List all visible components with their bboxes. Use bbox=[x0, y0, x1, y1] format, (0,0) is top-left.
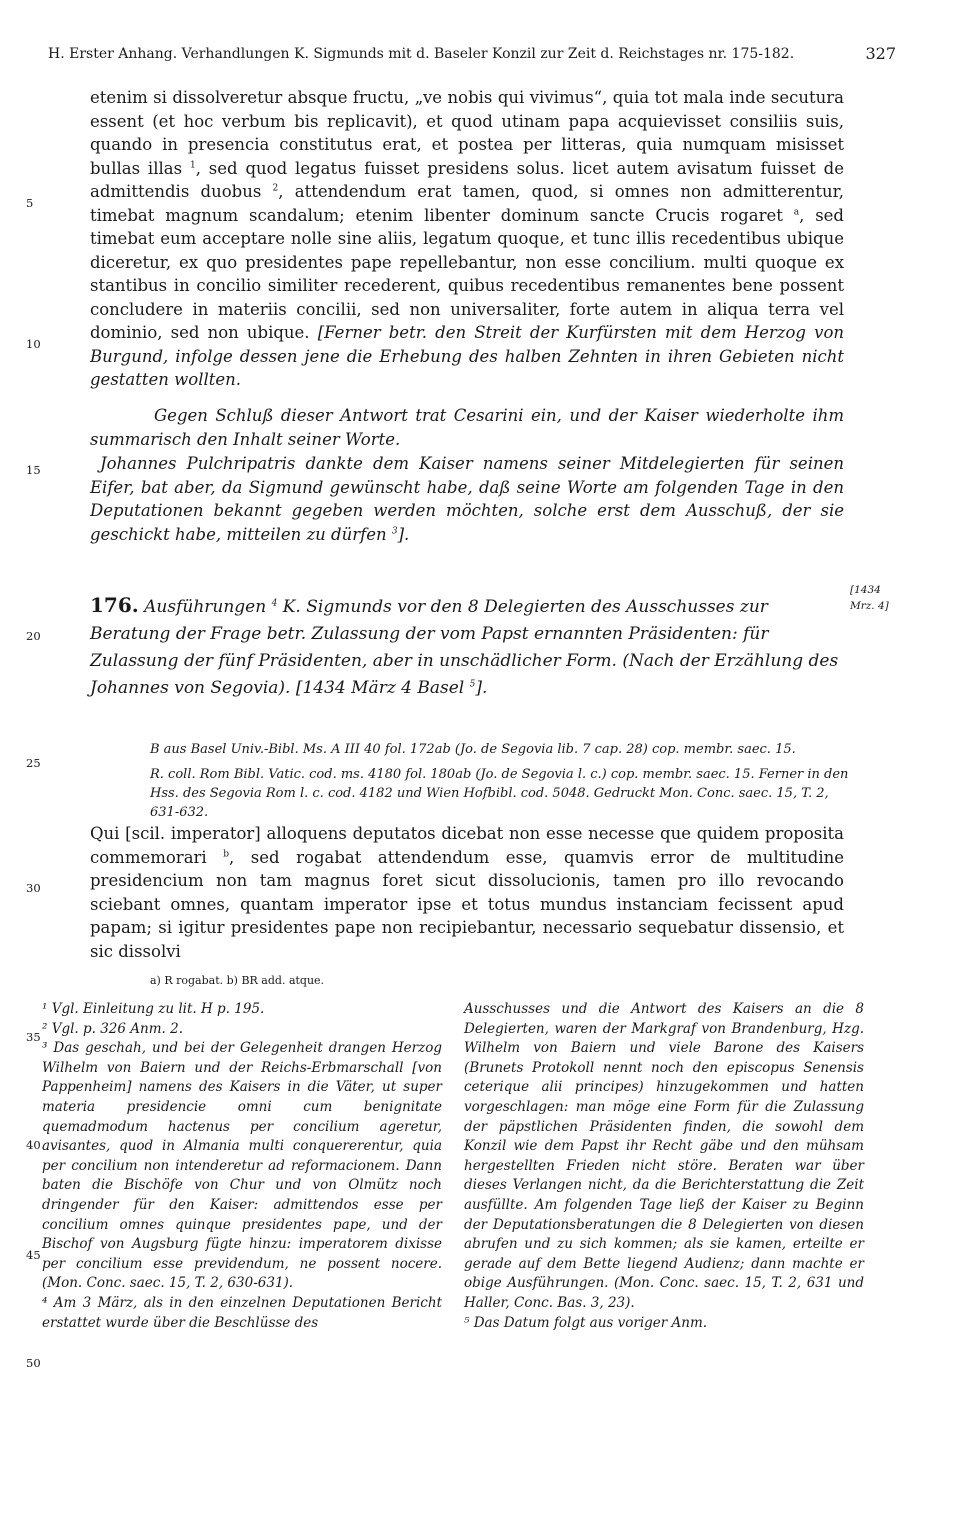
line-number: 20 bbox=[26, 629, 41, 643]
variant-ref: b bbox=[223, 849, 230, 859]
page-number: 327 bbox=[865, 44, 896, 63]
footnote: ⁵ Das Datum folgt aus voriger Anm. bbox=[464, 1314, 708, 1331]
footnote: ¹ Vgl. Einleitung zu lit. H p. 195. bbox=[42, 1001, 265, 1017]
source-entry: R. coll. Rom Bibl. Vatic. cod. ms. 4180 fol. 180ab (Jo. de Segovia l. c.) cop. membr. saec. 15. Ferner in den Hss. des Segovia Rom l. c. cod. 4182 und Wien Hofbibl. cod. 5048. Gedruckt Mon. Conc. saec. 15, T. 2, 631-632. bbox=[150, 767, 849, 820]
footnote-ref: 3 bbox=[391, 526, 398, 536]
text-span: ]. bbox=[397, 524, 410, 544]
editorial-paragraph: Gegen Schluß dieser Antwort trat Cesarini ein, und der Kaiser wiederholte ihm summarisch den Inhalt seiner Worte. bbox=[90, 406, 844, 449]
footnote: ³ Das geschah, und bei der Gelegenheit drangen Herzog Wilhelm von Baiern und der Reichs-Erbmarschall [von Pappenheim] namens des Kaisers in die Väter, ut super materia presidencie omni cum benignitate quemadmodum hactenus per concilium ageretur, avisantes, quod in Almania multi conquererentur, quia per concilium non intenderetur ad reformacionem. Dann baten die Bischöfe von Chur und von Olmütz noch dringender für den Kaiser: admittendos esse per concilium omnes quinque presidentes pape, und der Bischof von Augsburg fügte hinzu: imperatorem dixisse per concilium esse previdendum, ne possent nocere. (Mon. Conc. saec. 15, T. 2, 630-631). bbox=[42, 1040, 442, 1292]
source-entry: B aus Basel Univ.-Bibl. Ms. A III 40 fol. 172ab (Jo. de Segovia lib. 7 cap. 28) cop. membr. saec. 15. bbox=[150, 742, 796, 757]
text-span: Ausführungen bbox=[138, 597, 272, 617]
footnote-ref: 4 bbox=[271, 598, 278, 609]
main-paragraph bbox=[90, 86, 844, 392]
line-number: 30 bbox=[26, 881, 41, 895]
margin-date bbox=[850, 582, 910, 614]
line-number: 45 bbox=[26, 1248, 41, 1262]
line-number: 10 bbox=[26, 337, 41, 351]
text-span: Qui [scil. imperator] alloquens deputatos dicebat non esse necesse que quidem proposita commemorari bbox=[90, 824, 844, 867]
footnote: Ausschusses und die Antwort des Kaisers an die 8 Delegierten, waren der Markgraf von Brandenburg, Hzg. Wilhelm von Baiern und viele Barone des Kaisers (Brunets Protokoll nennt noch den episcopus Senensis ceterique alii principes) hinzugekommen und hatten vorgeschlagen: man möge eine Form für die Zulassung der päpstlichen Präsidenten finden, die sowohl dem Konzil wie dem Papst ihr Recht gäbe und den mühsam hergestellten Frieden nicht störe. Beraten war über dieses Verlangen nicht, da die Berichterstattung die Zeit ausfüllte. Am folgenden Tage ließ der Kaiser zu Beginn der Deputationsberatungen die 8 Delegierten von diesen abrufen und zu sich kommen; als sie kamen, erteilte er gerade auf dem Bette liegend Audienz; dann machte er obige Ausführungen. (Mon. Conc. saec. 15, T. 2, 631 und Haller, Conc. Bas. 3, 23). bbox=[464, 1001, 864, 1311]
footnotes-right-column bbox=[464, 1000, 864, 1333]
main-paragraph bbox=[90, 822, 844, 963]
footnote-ref: 2 bbox=[272, 183, 279, 194]
text-span: etenim si dissolveretur absque fructu, „ve nobis qui vivimus“, quia tot mala inde secutura essent (et hoc verbum bis replicavit), et quod utinam papa acquievisset consiliis suis, quando in presencia constitutus erat, et postea per litteras, quia numquam misisset bullas illas bbox=[90, 88, 844, 178]
text-span: , sed timebat eum acceptare nolle sine aliis, legatum quoque, et tunc illis recedentibus ubique diceretur, ex quo presidentes pape repellebantur, non esse concilium. multi quoque ex stantibus in concilio similiter recederent, quibus recedentibus remanentes bene possent concludere in materiis concilii, sed non universaliter, forte autem in aliqua terra vel dominio, sed non ubique. bbox=[90, 205, 844, 342]
margin-date-day: Mrz. 4] bbox=[850, 600, 889, 612]
footnotes-left-column bbox=[42, 1000, 442, 1333]
text-span: K. Sigmunds vor den 8 Delegierten des Ausschusses zur Beratung der Frage betr. Zulassung der vom Papst ernannten Präsidenten: für Zulassung der fünf Präsidenten, aber in unschädlicher Form. (Nach der Erzählung des Johannes von Segovia). [1434 März 4 Basel bbox=[90, 597, 839, 698]
margin-date-year: [1434 bbox=[850, 584, 881, 596]
text-span: , sed quod legatus fuisset presidens solus. licet autem avisatum fuisset de admittendis duobus bbox=[90, 158, 844, 201]
text-span: , sed rogabat attendendum esse, quamvis error de multitudine presidencium non tam magnus foret sicut dissolucionis, tamen pro illo revocando sciebant omnes, quantam imperator ipse et totus mundus instanciam fecissent apud papam; si igitur presidentes pape non recipiebantur, necessario sequebatur dissensio, et sic dissolvi bbox=[90, 847, 844, 961]
running-title: H. Erster Anhang. Verhandlungen K. Sigmunds mit d. Baseler Konzil zur Zeit d. Reichstages nr. 175-182. bbox=[48, 46, 795, 62]
footnote-ref: 1 bbox=[189, 160, 196, 170]
text-span: , attendendum erat tamen, quod, si omnes non admitterentur, timebat magnum scandalum; etenim libenter dominum sancte Crucis rogaret bbox=[90, 182, 844, 225]
footnote: ² Vgl. p. 326 Anm. 2. bbox=[42, 1020, 183, 1037]
footnote-ref: 5 bbox=[469, 679, 476, 690]
section-number: 176. bbox=[90, 593, 139, 617]
text-span: Johannes Pulchripatris dankte dem Kaiser namens seiner Mitdelegierten für seinen Eifer, bat aber, da Sigmund gewünscht habe, daß seine Worte am folgenden Tage in den Deputationen bekannt gegeben werden möchten, solche erst dem Ausschuß, der sie geschickt habe, mitteilen zu dürfen bbox=[90, 454, 844, 544]
line-number: 40 bbox=[26, 1138, 41, 1152]
editorial-paragraph bbox=[90, 452, 844, 546]
editorial-note: [Ferner betr. den Streit der Kurfürsten mit dem Herzog von Burgund, infolge dessen jene die Erhebung des halben Zehnten in ihren Gebieten nicht gestatten wollten. bbox=[90, 323, 844, 389]
footnote: ⁴ Am 3 März, als in den einzelnen Deputationen Bericht erstattet wurde über die Beschlüsse des bbox=[42, 1294, 442, 1331]
line-number: 25 bbox=[26, 756, 41, 770]
page-header bbox=[40, 44, 896, 66]
variant-notes: a) R rogabat. b) BR add. atque. bbox=[150, 974, 325, 987]
section-heading bbox=[90, 592, 844, 702]
line-number: 15 bbox=[26, 463, 41, 477]
variant-ref: a bbox=[793, 207, 800, 217]
line-number: 5 bbox=[26, 196, 34, 210]
line-number: 35 bbox=[26, 1030, 41, 1044]
source-list bbox=[150, 740, 850, 822]
line-number: 50 bbox=[26, 1356, 41, 1370]
text-span: ]. bbox=[475, 678, 488, 698]
